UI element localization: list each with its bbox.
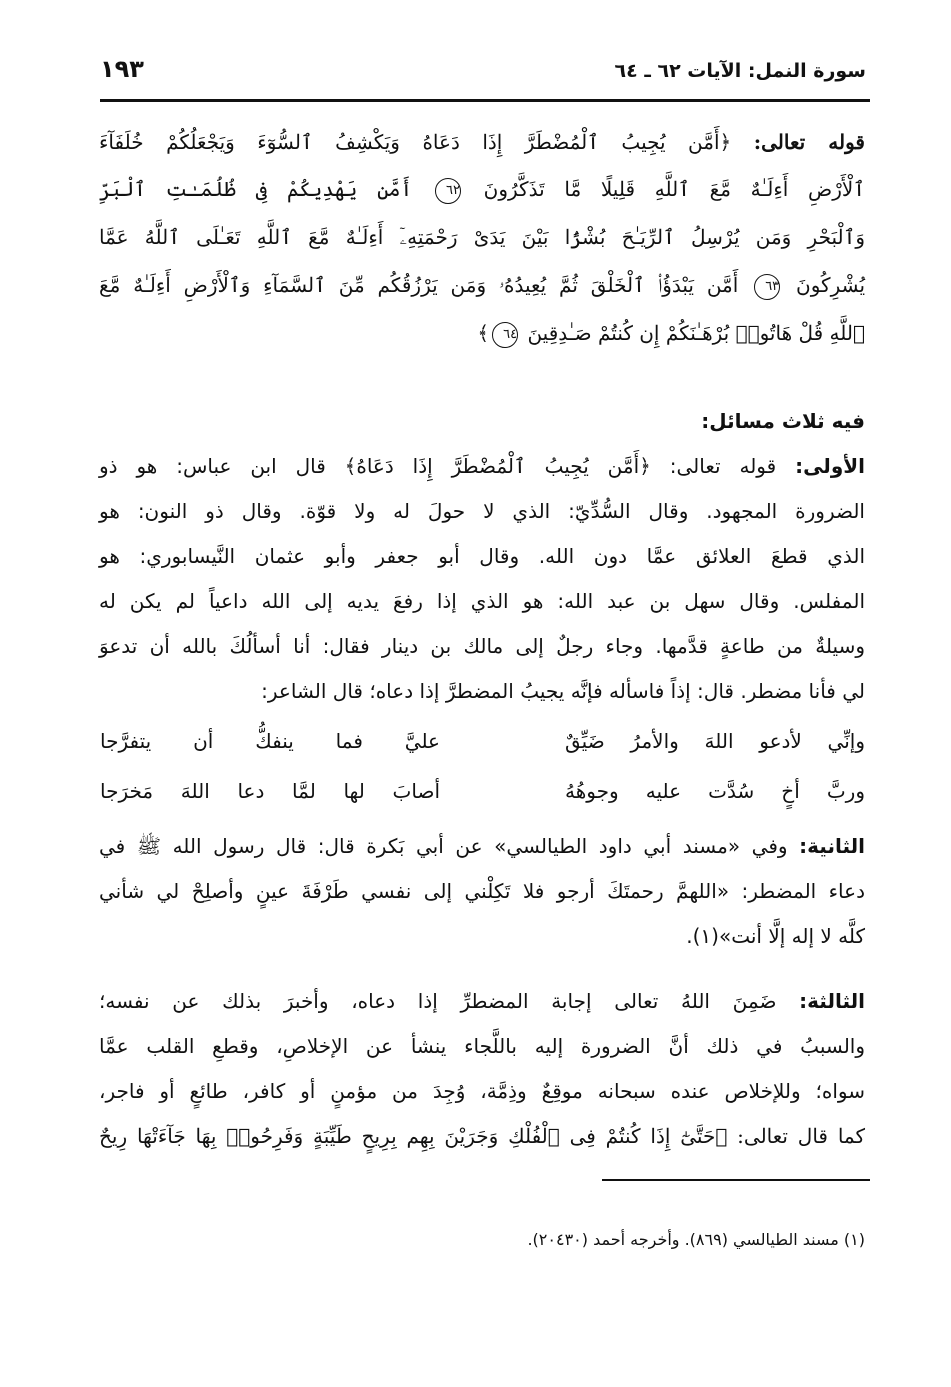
aya-number-marker: ٦٣ — [754, 274, 780, 300]
quran-text: وَٱلْبَحْرِ وَمَن يُرْسِلُ ٱلرِّيَـٰحَ بُشْرًۢا بَيْنَ يَدَىْ رَحْمَتِهِۦٓ أَءِلَـٰهٌ مَّعَ ٱللَّهِ تَعَـٰلَى ٱللَّهُ عَمَّا — [99, 225, 865, 249]
line-text: قوله تعالى: ﴿أَمَّن يُجِيبُ ٱلْمُضْطَرَّ إِذَا دَعَاهُ﴾ قال ابن عباس: هو ذو — [99, 454, 777, 478]
quran-line — [99, 127, 865, 157]
quran-line — [99, 270, 865, 300]
quran-text: أَمَّن يَبْدَؤُا۟ ٱلْخَلْقَ ثُمَّ يُعِيدُهُۥ وَمَن يَرْزُقُكُم مِّنَ ٱلسَّمَآءِ وَٱلْأَرْضِ أَءِلَـٰهٌ مَّعَ — [99, 273, 739, 297]
paragraph-line: سواه؛ وللإخلاص عنده سبحانه موقِعٌ وذِمَّة، وُجِدَ من مؤمنٍ أو كافر، طائعٍ أو فاجر، — [99, 1079, 865, 1103]
quran-text: أَمَّن يَهْدِيكُمْ فِى ظُلُمَـٰتِ ٱلْبَرِّ — [99, 177, 413, 201]
line-text: ضَمِنَ اللهُ تعالى إجابة المضطرِّ إذا دعاه، وأخبرَ بذلك عن نفسه؛ — [99, 989, 777, 1013]
quran-text: ٱللَّهِ قُلْ هَاتُوا۟ بُرْهَـٰنَكُمْ إِن كُنتُمْ صَـٰدِقِينَ — [527, 321, 865, 345]
quran-text: ٱلْأَرْضِ أَءِلَـٰهٌ مَّعَ ٱللَّهِ قَلِيلًا مَّا تَذَكَّرُونَ — [483, 177, 865, 201]
issue-label: الثانية: — [799, 834, 865, 858]
quran-line — [99, 318, 865, 348]
paragraph-line — [99, 451, 865, 481]
poem-hemistich-right: وربَّ أخٍ سُدَّت عليه وجوهُهُ — [565, 779, 865, 803]
paragraph-line: وسيلةٌ من طاعةٍ قدَّمها. وجاء رجلٌ إلى مالك بن دينار فقال: أنا أسألُكَ بالله أن تدعوَ — [99, 634, 865, 658]
quran-text: يُشْرِكُونَ — [796, 273, 866, 297]
quran-label: قوله تعالى: — [753, 130, 865, 154]
paragraph-line: الضرورة المجهود. وقال السُّدِّيّ: الذي لا حولَ له ولا قوّة. وقال ذو النون: هو — [99, 499, 865, 523]
paragraph-line: كما قال تعالى: ﴿حَتَّىٰٓ إِذَا كُنتُمْ فِى ٱلْفُلْكِ وَجَرَيْنَ بِهِم بِرِيحٍ طَيِّبَةٍ وَفَرِحُوا۟ بِهَا جَآءَتْهَا رِيحٌ — [99, 1124, 865, 1148]
quran-bracket: ﴾ — [477, 321, 490, 345]
running-header-title: سورة النمل: الآيات ٦٢ ـ ٦٤ — [614, 60, 866, 82]
quran-line — [99, 222, 865, 252]
line-text: وفي «مسند أبي داود الطيالسي» عن أبي بَكرة قال: قال رسول الله ﷺ في — [99, 834, 788, 858]
paragraph-line — [99, 831, 865, 861]
paragraph-line: الذي قطعَ العلائق عمَّا دون الله. وقال أبو جعفر وأبو عثمان النَّيسابوري: هو — [99, 544, 865, 568]
paragraph-line: والسببُ في ذلك أنَّ الضرورة إليه باللَّجاء ينشأ عن الإخلاصِ، وقطعِ القلب عمَّا — [99, 1034, 865, 1058]
poem-hemistich-left: أصابَ لها لمَّا دعا اللهَ مَخرَجا — [100, 779, 440, 803]
paragraph-line: كلَّه لا إله إلَّا أنت»(١). — [686, 924, 865, 948]
footnote-rule — [602, 1179, 870, 1181]
aya-number-marker: ٦٤ — [492, 322, 518, 348]
poem-hemistich-left: عليَّ فما ينفكُّ أن يتفرَّجا — [100, 729, 440, 753]
paragraph-line: المفلس. وقال سهل بن عبد الله: هو الذي إذا رفعَ يديه إلى الله داعياً لم يكن له — [99, 589, 865, 613]
page-number: ١٩٣ — [100, 55, 144, 83]
quran-text: ﴿أَمَّن يُجِيبُ ٱلْمُضْطَرَّ إِذَا دَعَاهُ وَيَكْشِفُ ٱلسُّوٓءَ وَيَجْعَلُكُمْ خُلَفَآءَ — [99, 130, 732, 154]
section-heading — [99, 406, 865, 436]
paragraph-line: دعاء المضطر: «اللهمَّ رحمتَكَ أرجو فلا تَكِلْني إلى نفسي طَرْفَةَ عينٍ وأصلِحْ لي شأني — [99, 879, 865, 903]
quran-line — [99, 174, 865, 204]
paragraph-line — [99, 986, 865, 1016]
issue-label: الثالثة: — [799, 989, 865, 1013]
poem-hemistich-right: وإنِّي لأدعو اللهَ والأمرُ ضَيِّقٌ — [565, 729, 865, 753]
section-heading-text: فيه ثلاث مسائل: — [701, 409, 865, 433]
issue-label: الأولى: — [795, 454, 865, 478]
header-rule — [100, 99, 870, 102]
footnote: (١) مسند الطيالسي (٨٦٩). وأخرجه أحمد (٢٠٤٣٠). — [527, 1230, 865, 1249]
aya-number-marker: ٦٢ — [435, 178, 461, 204]
paragraph-line: لي فأنا مضطر. قال: إذاً فاسأله فإنَّه يجيبُ المضطرَّ إذا دعاه؛ قال الشاعر: — [261, 679, 865, 703]
